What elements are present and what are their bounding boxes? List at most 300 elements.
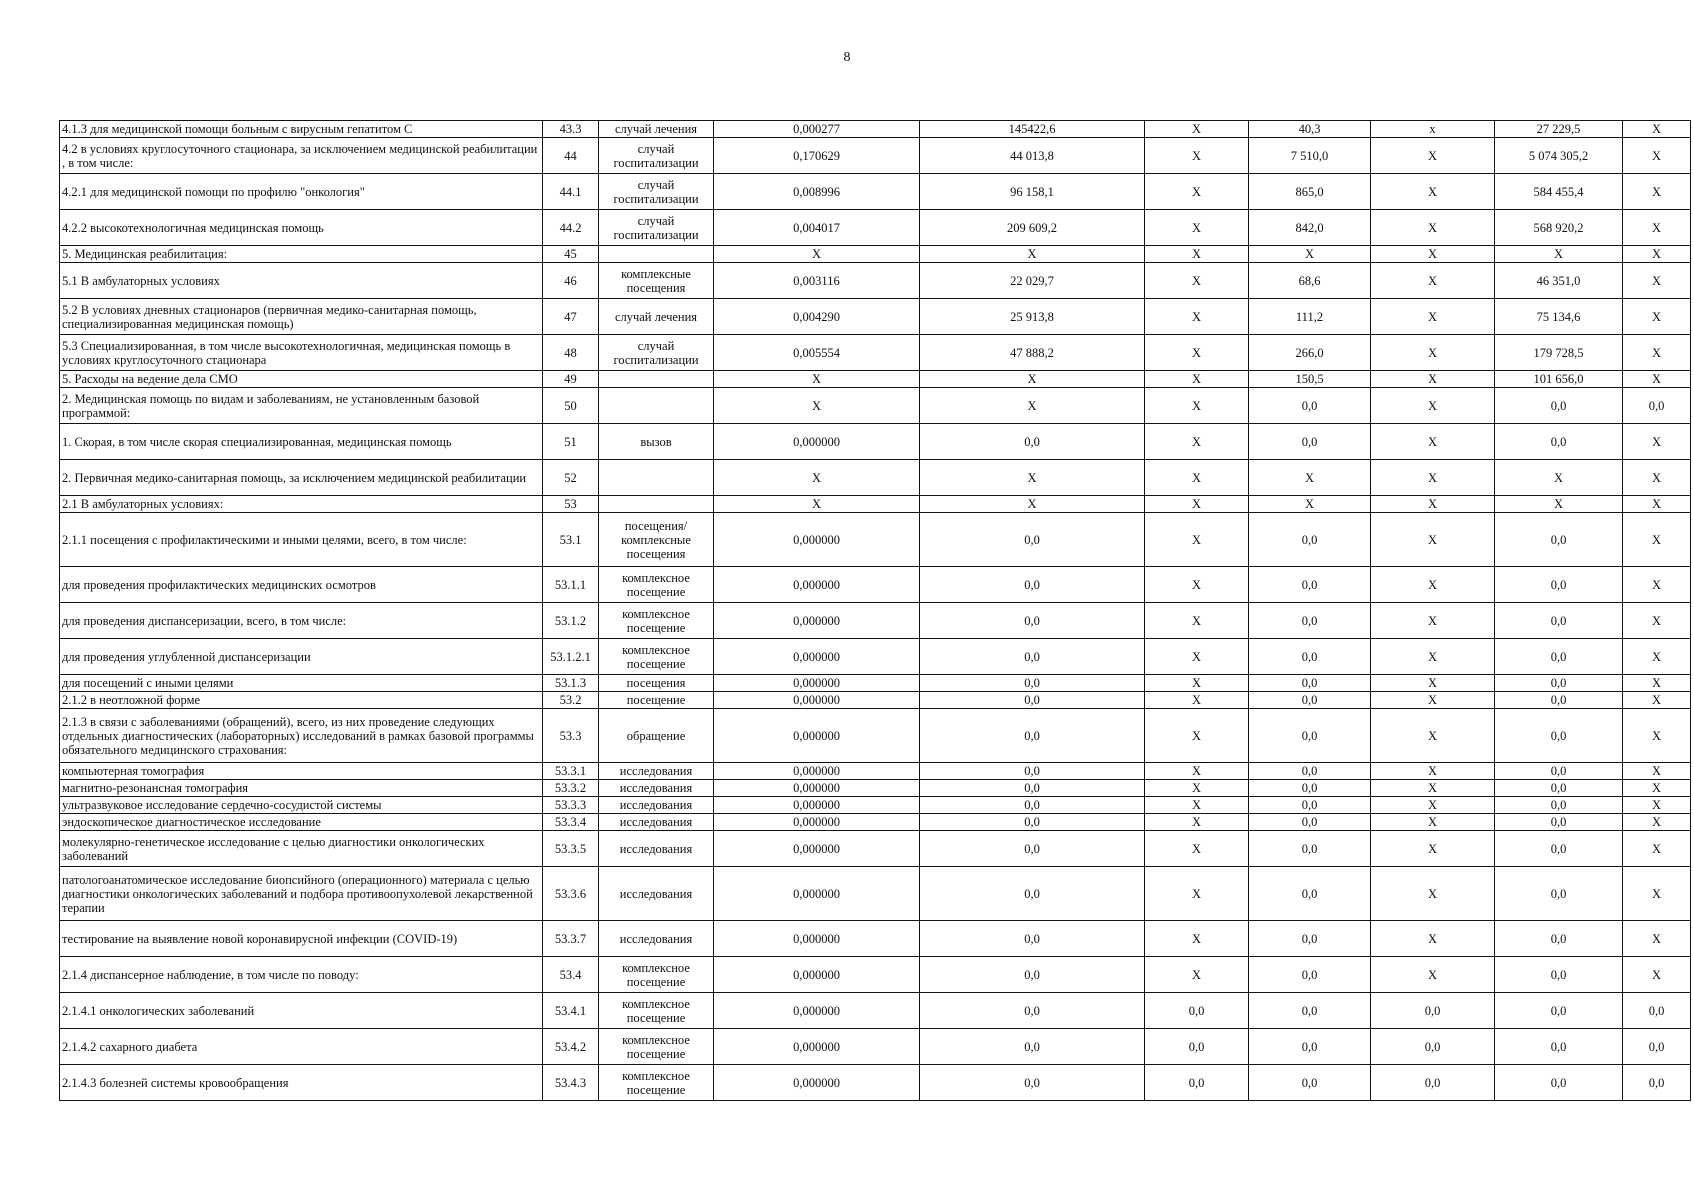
value-cell: 0,0 [1623, 1065, 1691, 1101]
table-row [60, 639, 1691, 675]
row-code-cell: 53.4.1 [543, 993, 599, 1029]
value-cell: 0,0 [1495, 692, 1623, 709]
value-cell: 0,000000 [714, 567, 920, 603]
table-row [60, 138, 1691, 174]
row-unit-cell: комплексное посещение [599, 639, 714, 675]
value-cell: 0,0 [920, 709, 1145, 763]
table-row [60, 513, 1691, 567]
row-code-cell: 53.3.7 [543, 921, 599, 957]
value-cell: X [1623, 335, 1691, 371]
value-cell: 0,005554 [714, 335, 920, 371]
value-cell: X [1623, 709, 1691, 763]
value-cell: 0,000000 [714, 814, 920, 831]
value-cell: X [1623, 957, 1691, 993]
value-cell: X [1145, 867, 1249, 921]
value-cell: 7 510,0 [1249, 138, 1371, 174]
value-cell: 0,0 [1145, 1029, 1249, 1065]
row-name-cell: для проведения профилактических медицинских осмотров [60, 567, 543, 603]
value-cell: X [920, 246, 1145, 263]
value-cell: 0,0 [1249, 709, 1371, 763]
row-name-cell: ультразвуковое исследование сердечно-сосудистой системы [60, 797, 543, 814]
value-cell: 0,0 [1249, 797, 1371, 814]
value-cell: 0,000000 [714, 709, 920, 763]
value-cell: X [1371, 709, 1495, 763]
value-cell: 75 134,6 [1495, 299, 1623, 335]
row-code-cell: 53.3.1 [543, 763, 599, 780]
value-cell: X [1623, 138, 1691, 174]
row-unit-cell [599, 496, 714, 513]
row-unit-cell: исследования [599, 831, 714, 867]
row-unit-cell [599, 246, 714, 263]
table-row [60, 675, 1691, 692]
value-cell: X [1371, 957, 1495, 993]
row-code-cell: 53.4.3 [543, 1065, 599, 1101]
value-cell: X [1623, 921, 1691, 957]
value-cell: X [1623, 210, 1691, 246]
row-code-cell: 49 [543, 371, 599, 388]
table-row [60, 814, 1691, 831]
value-cell: 179 728,5 [1495, 335, 1623, 371]
value-cell: X [1623, 603, 1691, 639]
row-name-cell: 2. Медицинская помощь по видам и заболеваниям, не установленным базовой программой: [60, 388, 543, 424]
row-code-cell: 53.3.5 [543, 831, 599, 867]
value-cell: X [1145, 692, 1249, 709]
row-code-cell: 44 [543, 138, 599, 174]
table-row [60, 460, 1691, 496]
value-cell: 0,0 [1249, 1029, 1371, 1065]
value-cell: 0,0 [920, 814, 1145, 831]
value-cell: X [1145, 138, 1249, 174]
value-cell: 0,0 [920, 513, 1145, 567]
value-cell: 0,000000 [714, 921, 920, 957]
value-cell: X [1371, 831, 1495, 867]
value-cell: 0,0 [1623, 1029, 1691, 1065]
row-code-cell: 53.3.3 [543, 797, 599, 814]
value-cell: 0,0 [1249, 692, 1371, 709]
row-name-cell: патологоанатомическое исследование биопсийного (операционного) материала с целью диагностики онкологических заболеваний и подбора противоопухолевой лекарственной терапии [60, 867, 543, 921]
value-cell: X [1371, 263, 1495, 299]
value-cell: 0,0 [1495, 567, 1623, 603]
value-cell: 0,0 [920, 797, 1145, 814]
value-cell: X [1145, 709, 1249, 763]
row-code-cell: 53.3.4 [543, 814, 599, 831]
table-row [60, 603, 1691, 639]
row-code-cell: 53.1.2 [543, 603, 599, 639]
table-row [60, 921, 1691, 957]
value-cell: 0,0 [1249, 957, 1371, 993]
page-number: 8 [843, 50, 851, 65]
value-cell: 0,0 [1495, 814, 1623, 831]
table-row [60, 496, 1691, 513]
row-name-cell: 5.1 В амбулаторных условиях [60, 263, 543, 299]
row-unit-cell: посещения [599, 675, 714, 692]
table-row [60, 1065, 1691, 1101]
row-code-cell: 53.3.2 [543, 780, 599, 797]
value-cell: 44 013,8 [920, 138, 1145, 174]
value-cell: 0,0 [1495, 513, 1623, 567]
value-cell: X [1371, 921, 1495, 957]
row-unit-cell: исследования [599, 867, 714, 921]
table-row [60, 335, 1691, 371]
row-code-cell: 53.1 [543, 513, 599, 567]
value-cell: X [1623, 263, 1691, 299]
row-name-cell: 2.1.4.1 онкологических заболеваний [60, 993, 543, 1029]
row-unit-cell: комплексное посещение [599, 1029, 714, 1065]
row-code-cell: 53.1.2.1 [543, 639, 599, 675]
value-cell: 101 656,0 [1495, 371, 1623, 388]
value-cell: X [1623, 496, 1691, 513]
value-cell: 0,000000 [714, 763, 920, 780]
row-name-cell: 2.1.2 в неотложной форме [60, 692, 543, 709]
value-cell: X [920, 371, 1145, 388]
value-cell: 0,0 [920, 993, 1145, 1029]
value-cell: 0,0 [1495, 709, 1623, 763]
value-cell: X [1371, 371, 1495, 388]
value-cell: x [1371, 121, 1495, 138]
row-name-cell: 4.1.3 для медицинской помощи больным с вирусным гепатитом С [60, 121, 543, 138]
table-row [60, 1029, 1691, 1065]
value-cell: 0,000000 [714, 603, 920, 639]
value-cell: X [1371, 210, 1495, 246]
value-cell: X [1371, 797, 1495, 814]
value-cell: 0,0 [1495, 993, 1623, 1029]
value-cell: X [1371, 780, 1495, 797]
value-cell: X [1495, 246, 1623, 263]
row-unit-cell: обращение [599, 709, 714, 763]
value-cell: 0,0 [1623, 388, 1691, 424]
value-cell: 0,000000 [714, 424, 920, 460]
row-name-cell: компьютерная томография [60, 763, 543, 780]
value-cell: 209 609,2 [920, 210, 1145, 246]
value-cell: 0,0 [1495, 763, 1623, 780]
value-cell: X [1623, 121, 1691, 138]
row-unit-cell: комплексное посещение [599, 603, 714, 639]
table-row [60, 763, 1691, 780]
value-cell: 0,0 [1145, 1065, 1249, 1101]
row-name-cell: 2.1.4.3 болезней системы кровообращения [60, 1065, 543, 1101]
value-cell: X [1371, 639, 1495, 675]
value-cell: 0,0 [1249, 424, 1371, 460]
value-cell: 0,0 [1249, 675, 1371, 692]
value-cell: 46 351,0 [1495, 263, 1623, 299]
value-cell: 111,2 [1249, 299, 1371, 335]
value-cell: X [1371, 496, 1495, 513]
value-cell: 568 920,2 [1495, 210, 1623, 246]
value-cell: X [1623, 246, 1691, 263]
value-cell: X [1145, 210, 1249, 246]
value-cell: X [1623, 513, 1691, 567]
value-cell: 0,0 [1249, 921, 1371, 957]
row-name-cell: 2.1.3 в связи с заболеваниями (обращений), всего, из них проведение следующих отдельных диагностических (лабораторных) исследований в рамках базовой программы обязательного медицинского страхования: [60, 709, 543, 763]
row-unit-cell: исследования [599, 921, 714, 957]
row-unit-cell: вызов [599, 424, 714, 460]
value-cell: 150,5 [1249, 371, 1371, 388]
value-cell: 0,000000 [714, 1065, 920, 1101]
value-cell: X [714, 246, 920, 263]
value-cell: 0,0 [1495, 603, 1623, 639]
value-cell: X [1145, 174, 1249, 210]
table-row [60, 567, 1691, 603]
value-cell: X [1623, 639, 1691, 675]
value-cell: X [1495, 496, 1623, 513]
row-code-cell: 50 [543, 388, 599, 424]
row-unit-cell [599, 460, 714, 496]
row-name-cell: 4.2 в условиях круглосуточного стационара, за исключением медицинской реабилитации , в том числе: [60, 138, 543, 174]
value-cell: 0,0 [1249, 639, 1371, 675]
value-cell: 0,0 [1495, 780, 1623, 797]
value-cell: X [1623, 797, 1691, 814]
value-cell: X [1145, 780, 1249, 797]
value-cell: X [1145, 335, 1249, 371]
value-cell: 0,000000 [714, 692, 920, 709]
value-cell: X [1371, 603, 1495, 639]
row-code-cell: 53.4.2 [543, 1029, 599, 1065]
row-unit-cell: случай госпитализации [599, 335, 714, 371]
value-cell: 0,008996 [714, 174, 920, 210]
value-cell: 0,000000 [714, 675, 920, 692]
value-cell: X [714, 388, 920, 424]
value-cell: X [1623, 780, 1691, 797]
table-row [60, 831, 1691, 867]
value-cell: 0,0 [1495, 1029, 1623, 1065]
row-name-cell: 2.1.4 диспансерное наблюдение, в том числе по поводу: [60, 957, 543, 993]
value-cell: X [1145, 797, 1249, 814]
value-cell: 0,0 [1249, 763, 1371, 780]
table-row [60, 867, 1691, 921]
value-cell: 0,000000 [714, 780, 920, 797]
row-unit-cell: исследования [599, 763, 714, 780]
row-unit-cell: исследования [599, 780, 714, 797]
row-code-cell: 53.2 [543, 692, 599, 709]
value-cell: 0,000000 [714, 993, 920, 1029]
row-unit-cell: комплексное посещение [599, 993, 714, 1029]
value-cell: X [714, 460, 920, 496]
value-cell: 0,0 [1495, 867, 1623, 921]
value-cell: X [1623, 567, 1691, 603]
value-cell: X [1249, 496, 1371, 513]
value-cell: X [1371, 692, 1495, 709]
value-cell: X [1623, 174, 1691, 210]
value-cell: 22 029,7 [920, 263, 1145, 299]
table-row [60, 957, 1691, 993]
table-row [60, 993, 1691, 1029]
value-cell: X [1371, 460, 1495, 496]
row-code-cell: 52 [543, 460, 599, 496]
row-unit-cell: посещение [599, 692, 714, 709]
value-cell: X [1249, 246, 1371, 263]
table-row [60, 692, 1691, 709]
value-cell: 0,000000 [714, 797, 920, 814]
row-name-cell: 2.1.4.2 сахарного диабета [60, 1029, 543, 1065]
value-cell: 266,0 [1249, 335, 1371, 371]
value-cell: X [1145, 424, 1249, 460]
table-row [60, 299, 1691, 335]
value-cell: 0,0 [1249, 567, 1371, 603]
value-cell: X [920, 496, 1145, 513]
table-row [60, 388, 1691, 424]
value-cell: X [1623, 299, 1691, 335]
table-row [60, 371, 1691, 388]
row-name-cell: 4.2.2 высокотехнологичная медицинская помощь [60, 210, 543, 246]
table-row [60, 424, 1691, 460]
value-cell: X [1145, 921, 1249, 957]
value-cell: 0,0 [1249, 831, 1371, 867]
row-code-cell: 48 [543, 335, 599, 371]
value-cell: X [1145, 603, 1249, 639]
value-cell: X [1145, 513, 1249, 567]
value-cell: 27 229,5 [1495, 121, 1623, 138]
value-cell: X [1145, 639, 1249, 675]
value-cell: 0,0 [1249, 814, 1371, 831]
value-cell: 5 074 305,2 [1495, 138, 1623, 174]
value-cell: X [1623, 831, 1691, 867]
value-cell: X [1371, 388, 1495, 424]
value-cell: 0,0 [1623, 993, 1691, 1029]
value-cell: 865,0 [1249, 174, 1371, 210]
row-code-cell: 44.2 [543, 210, 599, 246]
value-cell: X [1623, 814, 1691, 831]
value-cell: 0,0 [1249, 513, 1371, 567]
value-cell: 0,000000 [714, 513, 920, 567]
row-unit-cell [599, 371, 714, 388]
value-cell: 0,000000 [714, 957, 920, 993]
value-cell: 0,0 [920, 921, 1145, 957]
row-name-cell: 5.2 В условиях дневных стационаров (первичная медико-санитарная помощь, специализированная медицинская помощь) [60, 299, 543, 335]
row-name-cell: магнитно-резонансная томография [60, 780, 543, 797]
value-cell: X [1623, 675, 1691, 692]
table-row [60, 246, 1691, 263]
value-cell: 0,0 [920, 763, 1145, 780]
value-cell: 0,170629 [714, 138, 920, 174]
value-cell: 0,0 [1249, 603, 1371, 639]
table-row [60, 797, 1691, 814]
value-cell: 0,000000 [714, 831, 920, 867]
row-name-cell: для проведения углубленной диспансеризации [60, 639, 543, 675]
value-cell: 0,000000 [714, 639, 920, 675]
value-cell: 0,0 [920, 1029, 1145, 1065]
row-name-cell: 2.1 В амбулаторных условиях: [60, 496, 543, 513]
value-cell: 96 158,1 [920, 174, 1145, 210]
value-cell: X [1145, 388, 1249, 424]
value-cell: 0,000000 [714, 1029, 920, 1065]
value-cell: X [1371, 335, 1495, 371]
row-unit-cell: исследования [599, 814, 714, 831]
value-cell: X [1623, 692, 1691, 709]
value-cell: 0,0 [920, 603, 1145, 639]
row-name-cell: 5. Медицинская реабилитация: [60, 246, 543, 263]
value-cell: 0,0 [920, 692, 1145, 709]
value-cell: 0,0 [1495, 1065, 1623, 1101]
value-cell: 0,0 [920, 957, 1145, 993]
row-unit-cell: случай лечения [599, 299, 714, 335]
table-row [60, 780, 1691, 797]
row-code-cell: 53.1.3 [543, 675, 599, 692]
value-cell: 25 913,8 [920, 299, 1145, 335]
row-name-cell: для проведения диспансеризации, всего, в том числе: [60, 603, 543, 639]
value-cell: 0,0 [1495, 675, 1623, 692]
row-code-cell: 53.3.6 [543, 867, 599, 921]
row-code-cell: 46 [543, 263, 599, 299]
value-cell: 0,004290 [714, 299, 920, 335]
table-row [60, 263, 1691, 299]
value-cell: X [1623, 371, 1691, 388]
row-unit-cell: комплексное посещение [599, 957, 714, 993]
value-cell: 0,0 [1249, 993, 1371, 1029]
value-cell: 0,0 [1371, 1065, 1495, 1101]
value-cell: X [714, 496, 920, 513]
value-cell: 0,0 [920, 567, 1145, 603]
row-unit-cell: комплексные посещения [599, 263, 714, 299]
value-cell: 0,0 [1249, 1065, 1371, 1101]
value-cell: 0,0 [920, 1065, 1145, 1101]
value-cell: X [1145, 246, 1249, 263]
row-unit-cell: случай госпитализации [599, 138, 714, 174]
table-row [60, 709, 1691, 763]
value-cell: 0,0 [1249, 388, 1371, 424]
value-cell: 40,3 [1249, 121, 1371, 138]
value-cell: 0,0 [1249, 867, 1371, 921]
value-cell: 0,000000 [714, 867, 920, 921]
value-cell: 0,0 [920, 675, 1145, 692]
row-code-cell: 53.3 [543, 709, 599, 763]
value-cell: X [1371, 513, 1495, 567]
value-cell: 68,6 [1249, 263, 1371, 299]
value-cell: 0,0 [1371, 1029, 1495, 1065]
value-cell: 0,0 [1495, 957, 1623, 993]
value-cell: 0,0 [1249, 780, 1371, 797]
value-cell: X [1145, 567, 1249, 603]
data-table [59, 120, 1691, 1101]
value-cell: 0,0 [1495, 388, 1623, 424]
row-unit-cell [599, 388, 714, 424]
row-code-cell: 47 [543, 299, 599, 335]
row-code-cell: 43.3 [543, 121, 599, 138]
row-code-cell: 51 [543, 424, 599, 460]
value-cell: 584 455,4 [1495, 174, 1623, 210]
value-cell: X [1371, 867, 1495, 921]
value-cell: X [1145, 299, 1249, 335]
value-cell: X [1371, 424, 1495, 460]
value-cell: 0,0 [1495, 921, 1623, 957]
row-code-cell: 53.4 [543, 957, 599, 993]
row-unit-cell: исследования [599, 797, 714, 814]
row-unit-cell: комплексное посещение [599, 567, 714, 603]
value-cell: X [920, 388, 1145, 424]
value-cell: X [1145, 957, 1249, 993]
value-cell: 0,0 [1145, 993, 1249, 1029]
value-cell: X [1145, 121, 1249, 138]
row-unit-cell: комплексное посещение [599, 1065, 714, 1101]
row-name-cell: 1. Скорая, в том числе скорая специализированная, медицинская помощь [60, 424, 543, 460]
value-cell: X [1145, 675, 1249, 692]
row-name-cell: 2. Первичная медико-санитарная помощь, за исключением медицинской реабилитации [60, 460, 543, 496]
table-row [60, 121, 1691, 138]
value-cell: 0,0 [1495, 831, 1623, 867]
value-cell: X [1371, 814, 1495, 831]
row-code-cell: 53 [543, 496, 599, 513]
value-cell: 0,0 [920, 424, 1145, 460]
value-cell: 0,0 [920, 831, 1145, 867]
value-cell: X [1623, 763, 1691, 780]
value-cell: 0,0 [1495, 424, 1623, 460]
row-name-cell: 5.3 Специализированная, в том числе высокотехнологичная, медицинская помощь в условиях круглосуточного стационара [60, 335, 543, 371]
value-cell: X [1145, 371, 1249, 388]
value-cell: 0,003116 [714, 263, 920, 299]
value-cell: X [1371, 174, 1495, 210]
value-cell: X [714, 371, 920, 388]
value-cell: X [1371, 246, 1495, 263]
row-name-cell: 2.1.1 посещения с профилактическими и иными целями, всего, в том числе: [60, 513, 543, 567]
